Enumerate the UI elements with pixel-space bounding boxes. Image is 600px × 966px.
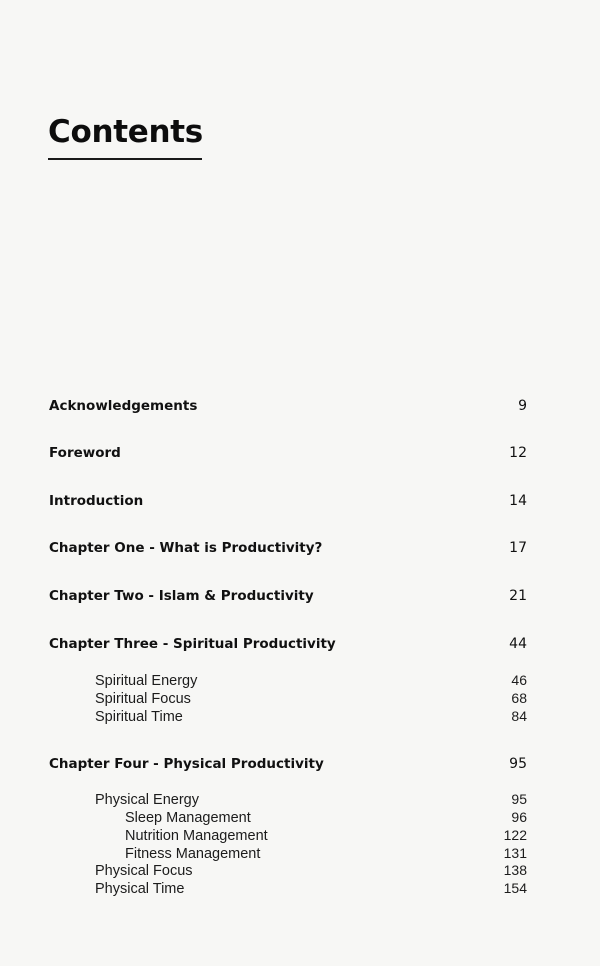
toc-subentry-physical-energy[interactable] [49,791,527,808]
toc-entry-acknowledgements[interactable] [49,398,527,414]
toc-entry-page: 46 [511,672,527,688]
toc-subentry-spiritual-time[interactable] [49,708,527,725]
toc-entry-page: 14 [509,493,527,509]
toc-subentry-spiritual-energy[interactable] [49,672,527,689]
toc-entry-page: 138 [503,862,527,878]
toc-entry-page: 131 [503,845,527,861]
toc-subentry-physical-time[interactable] [49,880,527,897]
title-underline [48,158,202,160]
toc-entry-introduction[interactable] [49,493,527,509]
toc-entry-label: Spiritual Energy [95,673,198,689]
toc-entry-label: Fitness Management [125,846,261,862]
toc-entry-page: 12 [509,445,527,461]
toc-entry-chapter-two[interactable] [49,588,527,604]
toc-entry-label: Chapter Three - Spiritual Productivity [49,636,336,652]
toc-entry-page: 95 [511,791,527,807]
toc-entry-page: 96 [511,809,527,825]
toc-entry-page: 122 [503,827,527,843]
toc-entry-page: 9 [518,398,527,414]
toc-entry-page: 17 [509,540,527,556]
toc-entry-foreword[interactable] [49,445,527,461]
toc-entry-label: Sleep Management [125,810,251,826]
toc-entry-label: Physical Focus [95,863,193,879]
toc-entry-label: Nutrition Management [125,828,268,844]
toc-entry-page: 68 [511,690,527,706]
toc-entry-page: 21 [509,588,527,604]
toc-entry-chapter-one[interactable] [49,540,527,556]
toc-entry-label: Acknowledgements [49,398,198,414]
toc-subentry-fitness-management[interactable] [49,845,527,862]
toc-entry-page: 154 [503,880,527,896]
toc-entry-chapter-four[interactable] [49,756,527,772]
toc-entry-label: Foreword [49,445,121,461]
toc-entry-label: Chapter Four - Physical Productivity [49,756,324,772]
toc-entry-label: Chapter Two - Islam & Productivity [49,588,314,604]
toc-entry-label: Physical Time [95,881,185,897]
toc-entry-label: Spiritual Time [95,709,183,725]
toc-entry-page: 95 [509,756,527,772]
toc-subentry-sleep-management[interactable] [49,809,527,826]
toc-entry-page: 44 [509,636,527,652]
page-title: Contents [48,114,203,150]
toc-entry-label: Introduction [49,493,144,509]
toc-subentry-physical-focus[interactable] [49,862,527,879]
toc-entry-chapter-three[interactable] [49,636,527,652]
toc-entry-page: 84 [511,708,527,724]
toc-entry-label: Spiritual Focus [95,691,191,707]
toc-entry-label: Physical Energy [95,792,199,808]
toc-subentry-nutrition-management[interactable] [49,827,527,844]
toc-entry-label: Chapter One - What is Productivity? [49,540,323,556]
toc-subentry-spiritual-focus[interactable] [49,690,527,707]
